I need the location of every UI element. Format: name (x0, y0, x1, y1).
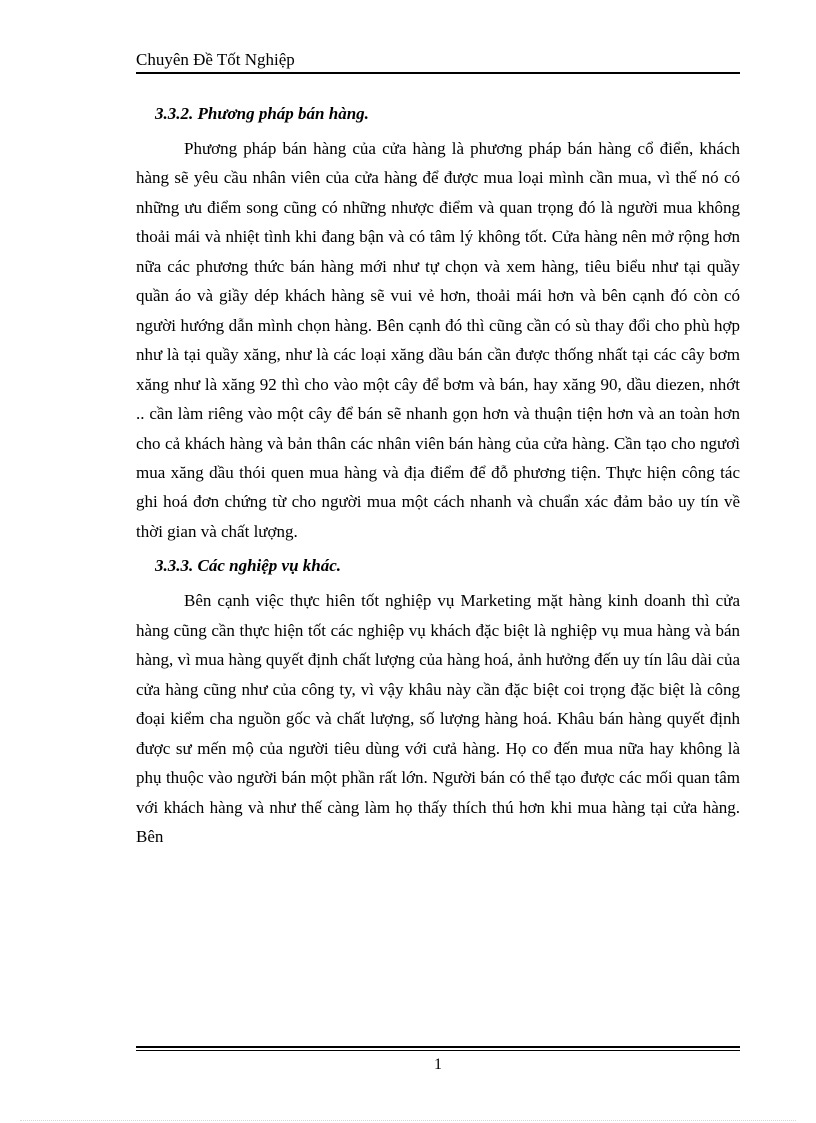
page-bottom-border (20, 1120, 796, 1121)
page-header (136, 50, 740, 74)
page-number: 1 (434, 1056, 442, 1073)
document-body (136, 100, 740, 857)
section-heading: 3.3.3. Các nghiệp vụ khác. (155, 556, 342, 576)
section-heading: 3.3.2. Phương pháp bán hàng. (155, 104, 369, 123)
footer-rule (136, 1046, 740, 1048)
paragraph: Bên cạnh việc thực hiên tốt nghiệp vụ Marketing mặt hàng kinh doanh thì cửa hàng cũng cần thực hiện tốt các nghiệp vụ khách đặc biệt là nghiệp vụ mua hàng và bán hàng, vì mua hàng quyết định chất lượng của hàng hoá, ảnh hưởng đến uy tín lâu dài của cửa hàng cũng như của công ty, vì vậy khâu này cần đặc biệt coi trọng đặc biệt là công đoại kiểm cha nguồn gốc và chất lượng, số lượng hàng hoá. Khâu bán hàng quyết định được sư mến mộ của người tiêu dùng với cưả hàng. Họ co đến mua nữa hay không là phụ thuộc vào người bán một phần rất lớn. Người bán có thể tạo được các mối quan tâm với khách hàng và như thế càng làm họ thấy thích thú hơn khi mua hàng tại cửa hàng. Bên (136, 591, 740, 846)
page-footer (136, 1046, 740, 1075)
paragraph: Phương pháp bán hàng của cửa hàng là phương pháp bán hàng cổ điển, khách hàng sẽ yêu cầu nhân viên của cửa hàng để được mua loại mình cần mua, vì thế nó có những ưu điểm song cũng có những nhược điểm và quan trọng đó là người mua không thoải mái và nhiệt tình khi đang bận và có tâm lý không tốt. Cửa hàng nên mở rộng hơn nữa các phương thức bán hàng mới như tự chọn và xem hàng, tiêu biểu như tại quầy quần áo và giầy dép khách hàng sẽ vui vẻ hơn, thoải mái hơn và bên cạnh đó còn có người hướng dẫn mình chọn hàng. Bên cạnh đó thì cũng cần có sù thay đổi cho phù hợp như là tại quầy xăng, như là các loại xăng dầu bán cần được thống nhất tại các cây bơm xăng như là xăng 92 thì cho vào một cây để bơm và bán, hay xăng 90, dầu diezen, nhớt .. cần làm riêng vào một cây để bán sẽ nhanh gọn hơn và thuận tiện hơn và an toàn hơn cho cả khách hàng và bản thân các nhân viên bán hàng của cửa hàng. Cần tạo cho ngươì mua xăng dầu thói quen mua hàng và địa điểm để đỗ phương tiện. Thực hiện công tác ghi hoá đơn chứng từ cho người mua một cách nhanh và chuẩn xác đảm bảo uy tín về thời gian và chất lượng. (136, 139, 740, 541)
section-cac-nghiep-vu-khac (136, 552, 740, 851)
footer-rule-thin (136, 1050, 740, 1051)
section-phuong-phap-ban-hang (136, 100, 740, 546)
header-title: Chuyên Đề Tốt Nghiệp (136, 50, 295, 69)
